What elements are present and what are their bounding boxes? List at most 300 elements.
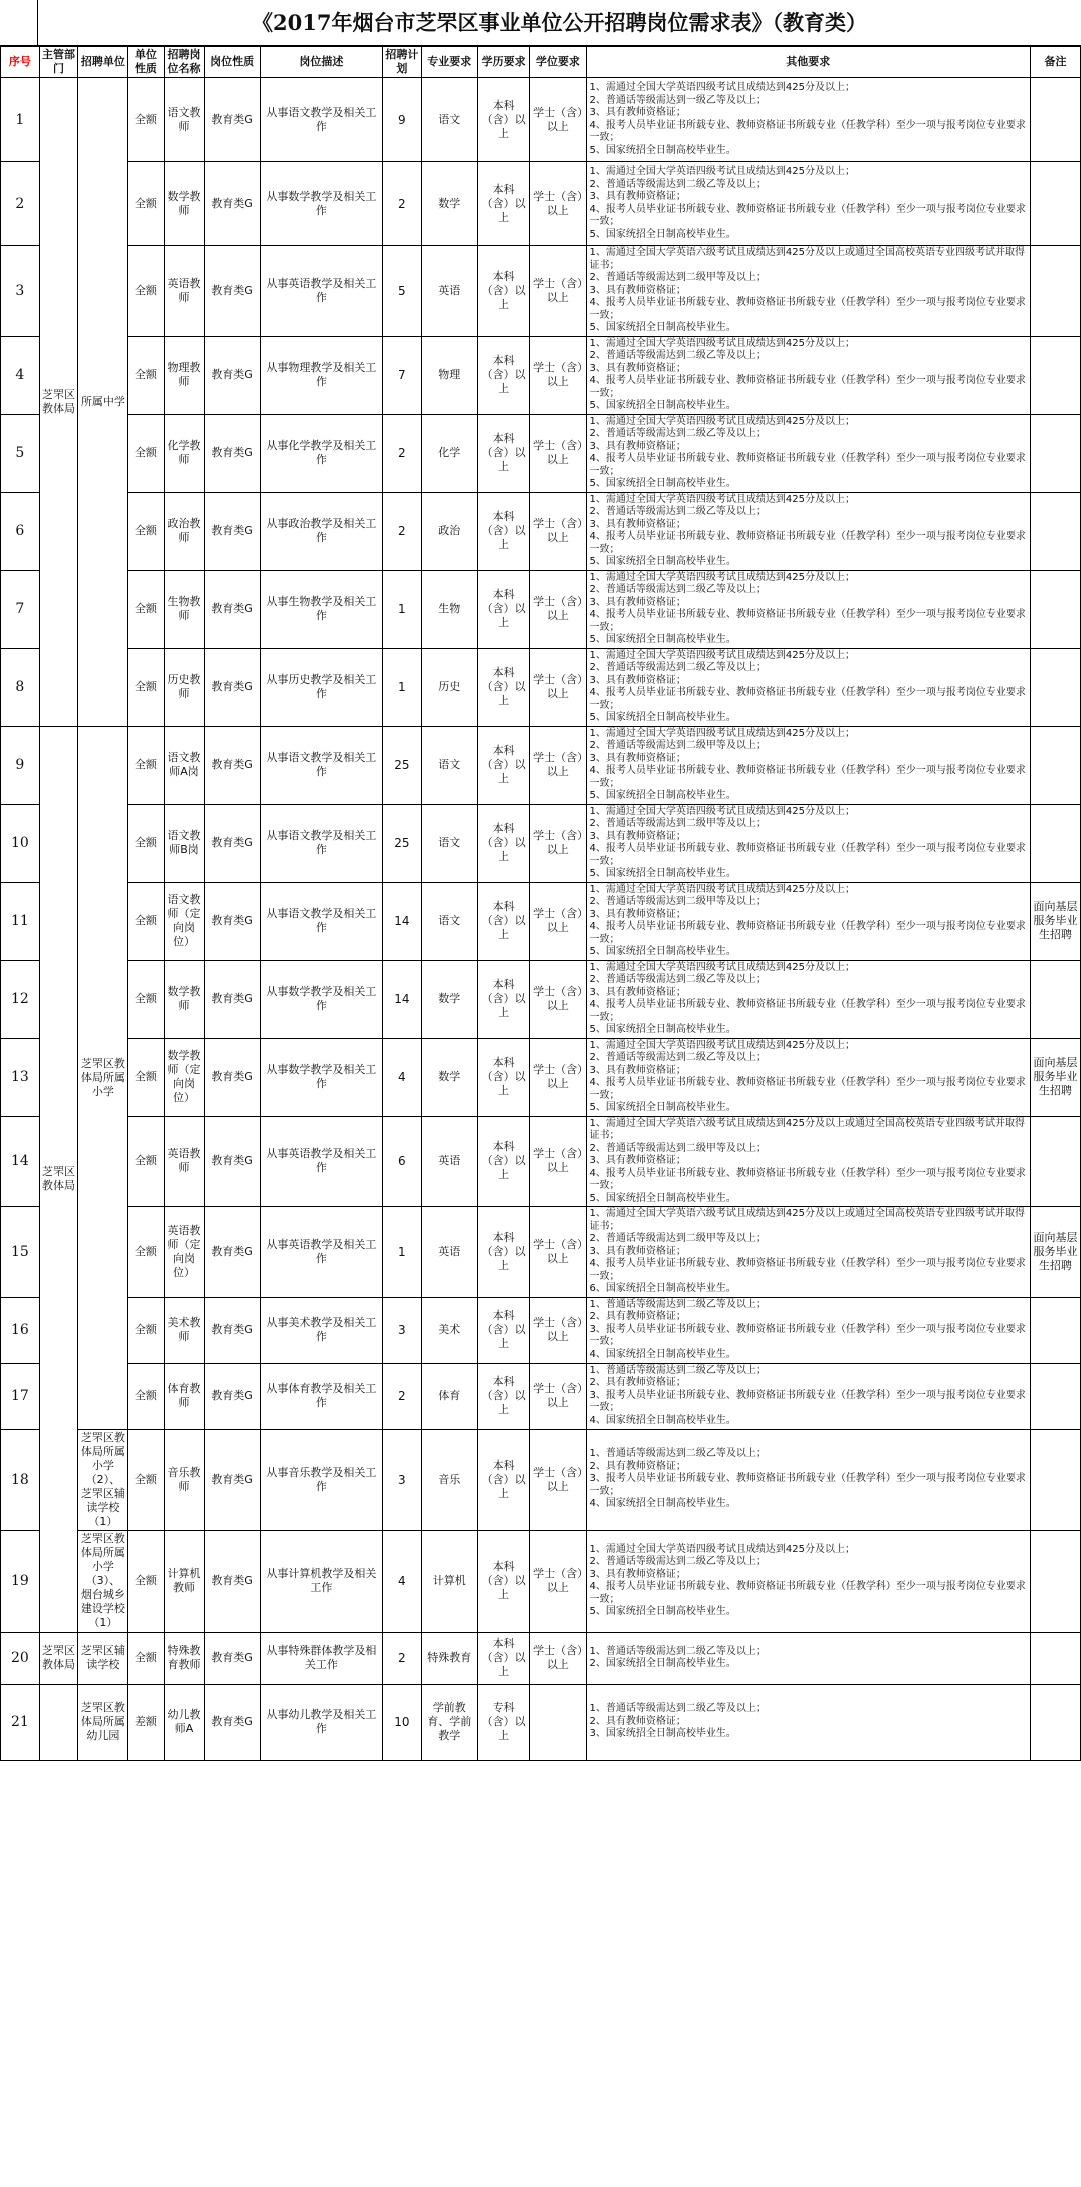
requirement-line: 5、国家统招全日制高校毕业生。 xyxy=(589,790,736,801)
title-corner-cell xyxy=(0,0,38,46)
edu-cell: 本科（含）以上 xyxy=(477,246,529,337)
requirement-line: 1、普通话等级需达到二级乙等及以上； xyxy=(589,1298,766,1310)
nature-cell: 全额 xyxy=(128,162,164,246)
degree-cell: 学士（含）以上 xyxy=(530,1297,586,1363)
other-requirements-cell xyxy=(586,1038,1030,1116)
dept-cell: 芝罘区教体局 xyxy=(39,78,78,727)
plan-cell: 4 xyxy=(383,1038,422,1116)
note-cell xyxy=(1030,492,1080,570)
edu-cell: 本科（含）以上 xyxy=(477,648,529,726)
plan-cell: 2 xyxy=(383,414,422,492)
other-requirements-cell xyxy=(586,1207,1030,1298)
requirement-line: 5、国家统招全日制高校毕业生。 xyxy=(589,556,736,567)
header-nature: 单位性质 xyxy=(128,47,164,78)
post-cell: 政治教师 xyxy=(164,492,204,570)
requirement-line: 2、普通话等级需达到二级乙等及以上； xyxy=(589,428,766,439)
note-cell: 面向基层服务毕业生招聘 xyxy=(1030,1038,1080,1116)
header-degree: 学位要求 xyxy=(530,47,586,78)
seq-cell: 1 xyxy=(1,78,40,162)
nature-cell: 全额 xyxy=(128,804,164,882)
requirement-line: 5、国家统招全日制高校毕业生。 xyxy=(589,1024,736,1035)
nature-cell: 全额 xyxy=(128,336,164,414)
type-cell: 教育类G xyxy=(204,648,260,726)
plan-cell: 2 xyxy=(383,1632,422,1684)
requirement-line: 2、普通话等级需达到二级乙等及以上； xyxy=(589,1556,766,1567)
degree-cell: 学士（含）以上 xyxy=(530,804,586,882)
requirement-line: 2、普通话等级需达到二级乙等及以上； xyxy=(589,506,766,517)
edu-cell: 本科（含）以上 xyxy=(477,1116,529,1207)
major-cell: 语文 xyxy=(421,804,477,882)
requirement-line: 3、具有教师资格证； xyxy=(589,518,686,530)
requirement-line: 5、国家统招全日制高校毕业生。 xyxy=(589,228,736,240)
desc-cell: 从事英语教学及相关工作 xyxy=(260,1207,382,1298)
requirement-line: 3、具有教师资格证； xyxy=(589,908,686,920)
note-cell xyxy=(1030,336,1080,414)
other-requirements-cell xyxy=(586,246,1030,337)
note-cell xyxy=(1030,162,1080,246)
major-cell: 特殊教育 xyxy=(421,1632,477,1684)
type-cell: 教育类G xyxy=(204,1632,260,1684)
plan-cell: 10 xyxy=(383,1684,422,1760)
other-requirements-cell xyxy=(586,1297,1030,1363)
requirement-line: 2、普通话等级需达到二级甲等及以上； xyxy=(589,818,766,829)
degree-cell: 学士（含）以上 xyxy=(530,882,586,960)
major-cell: 语文 xyxy=(421,882,477,960)
header-note: 备注 xyxy=(1030,47,1080,78)
post-cell: 语文教师B岗 xyxy=(164,804,204,882)
edu-cell: 本科（含）以上 xyxy=(477,1207,529,1298)
desc-cell: 从事语文教学及相关工作 xyxy=(260,726,382,804)
type-cell: 教育类G xyxy=(204,1116,260,1207)
seq-cell: 21 xyxy=(1,1684,40,1760)
seq-cell: 5 xyxy=(1,414,40,492)
other-requirements-cell xyxy=(586,1429,1030,1530)
desc-cell: 从事英语教学及相关工作 xyxy=(260,1116,382,1207)
post-cell: 语文教师A岗 xyxy=(164,726,204,804)
nature-cell: 全额 xyxy=(128,570,164,648)
seq-cell: 20 xyxy=(1,1632,40,1684)
desc-cell: 从事音乐教学及相关工作 xyxy=(260,1429,382,1530)
degree-cell: 学士（含）以上 xyxy=(530,726,586,804)
nature-cell: 全额 xyxy=(128,1038,164,1116)
table-row xyxy=(1,804,1081,882)
nature-cell: 全额 xyxy=(128,1116,164,1207)
requirement-line: 2、具有教师资格证； xyxy=(589,1460,686,1472)
seq-cell: 3 xyxy=(1,246,40,337)
requirement-line: 1、需通过全国大学英语四级考试且成绩达到425分及以上； xyxy=(589,82,855,93)
plan-cell: 1 xyxy=(383,648,422,726)
desc-cell: 从事数学教学及相关工作 xyxy=(260,1038,382,1116)
requirement-line: 3、具有教师资格证； xyxy=(589,440,686,452)
unit-cell: 芝罘区教体局所属小学（3）、烟台城乡建设学校（1） xyxy=(78,1530,128,1632)
table-row xyxy=(1,246,1081,337)
post-cell: 生物教师 xyxy=(164,570,204,648)
header-plan: 招聘计划 xyxy=(383,47,422,78)
requirement-line: 3、报考人员毕业证书所载专业、教师资格证书所载专业（任教学科）至少一项与报考岗位专业要求一致； xyxy=(589,1473,1026,1497)
seq-cell: 13 xyxy=(1,1038,40,1116)
major-cell: 计算机 xyxy=(421,1530,477,1632)
requirement-line: 2、普通话等级需达到二级乙等及以上； xyxy=(589,974,766,985)
requirement-line: 1、需通过全国大学英语四级考试且成绩达到425分及以上； xyxy=(589,337,855,349)
requirement-line: 1、需通过全国大学英语四级考试且成绩达到425分及以上； xyxy=(589,571,855,583)
note-cell xyxy=(1030,726,1080,804)
degree-cell: 学士（含）以上 xyxy=(530,1038,586,1116)
requirement-line: 2、普通话等级需达到二级甲等及以上； xyxy=(589,1233,766,1244)
requirement-line: 4、报考人员毕业证书所载专业、教师资格证书所载专业（任教学科）至少一项与报考岗位专业要求一致； xyxy=(589,453,1026,477)
note-cell xyxy=(1030,1429,1080,1530)
desc-cell: 从事特殊群体教学及相关工作 xyxy=(260,1632,382,1684)
requirement-line: 4、国家统招全日制高校毕业生。 xyxy=(589,1414,736,1426)
nature-cell: 全额 xyxy=(128,1297,164,1363)
nature-cell: 全额 xyxy=(128,726,164,804)
note-cell xyxy=(1030,960,1080,1038)
type-cell: 教育类G xyxy=(204,1429,260,1530)
type-cell: 教育类G xyxy=(204,1297,260,1363)
requirement-line: 1、普通话等级需达到二级乙等及以上； xyxy=(589,1448,766,1460)
requirement-line: 2、具有教师资格证； xyxy=(589,1311,686,1323)
requirement-line: 1、需通过全国大学英语四级考试且成绩达到425分及以上； xyxy=(589,649,855,661)
requirement-line: 2、国家统招全日制高校毕业生。 xyxy=(589,1658,736,1669)
major-cell: 数学 xyxy=(421,960,477,1038)
degree-cell: 学士（含）以上 xyxy=(530,1429,586,1530)
note-cell: 面向基层服务毕业生招聘 xyxy=(1030,882,1080,960)
major-cell: 语文 xyxy=(421,726,477,804)
plan-cell: 14 xyxy=(383,960,422,1038)
note-cell xyxy=(1030,1684,1080,1760)
type-cell: 教育类G xyxy=(204,492,260,570)
requirement-line: 1、需通过全国大学英语四级考试且成绩达到425分及以上； xyxy=(589,166,855,177)
seq-cell: 7 xyxy=(1,570,40,648)
table-row xyxy=(1,336,1081,414)
post-cell: 语文教师 xyxy=(164,78,204,162)
edu-cell: 本科（含）以上 xyxy=(477,1297,529,1363)
table-row xyxy=(1,414,1081,492)
requirement-line: 4、报考人员毕业证书所载专业、教师资格证书所载专业（任教学科）至少一项与报考岗位专业要求一致； xyxy=(589,1258,1026,1282)
note-cell xyxy=(1030,1116,1080,1207)
other-requirements-cell xyxy=(586,336,1030,414)
requirement-line: 5、国家统招全日制高校毕业生。 xyxy=(589,322,736,333)
edu-cell: 本科（含）以上 xyxy=(477,882,529,960)
major-cell: 音乐 xyxy=(421,1429,477,1530)
nature-cell: 全额 xyxy=(128,414,164,492)
header-major: 专业要求 xyxy=(421,47,477,78)
major-cell: 数学 xyxy=(421,162,477,246)
table-row xyxy=(1,1297,1081,1363)
note-cell xyxy=(1030,804,1080,882)
unit-cell: 芝罘区辅读学校 xyxy=(78,1632,128,1684)
requirement-line: 4、报考人员毕业证书所载专业、教师资格证书所载专业（任教学科）至少一项与报考岗位专业要求一致； xyxy=(589,1581,1026,1605)
degree-cell: 学士（含）以上 xyxy=(530,492,586,570)
requirement-line: 2、具有教师资格证； xyxy=(589,1377,686,1389)
major-cell: 数学 xyxy=(421,1038,477,1116)
nature-cell: 全额 xyxy=(128,78,164,162)
note-cell xyxy=(1030,78,1080,162)
requirement-line: 4、报考人员毕业证书所载专业、教师资格证书所载专业（任教学科）至少一项与报考岗位专业要求一致； xyxy=(589,843,1026,867)
other-requirements-cell xyxy=(586,1116,1030,1207)
plan-cell: 3 xyxy=(383,1429,422,1530)
desc-cell: 从事物理教学及相关工作 xyxy=(260,336,382,414)
other-requirements-cell xyxy=(586,726,1030,804)
other-requirements-cell xyxy=(586,414,1030,492)
other-requirements-cell xyxy=(586,1363,1030,1429)
table-row xyxy=(1,726,1081,804)
requirement-line: 6、国家统招全日制高校毕业生。 xyxy=(589,1283,736,1294)
plan-cell: 6 xyxy=(383,1116,422,1207)
requirement-line: 1、需通过全国大学英语六级考试且成绩达到425分及以上或通过全国高校英语专业四级考试并取得证书； xyxy=(589,1208,1025,1232)
seq-cell: 16 xyxy=(1,1297,40,1363)
table-row xyxy=(1,1363,1081,1429)
post-cell: 计算机教师 xyxy=(164,1530,204,1632)
edu-cell: 本科（含）以上 xyxy=(477,492,529,570)
degree-cell: 学士（含）以上 xyxy=(530,1116,586,1207)
requirement-line: 2、普通话等级需达到二级乙等及以上； xyxy=(589,178,766,190)
other-requirements-cell xyxy=(586,162,1030,246)
desc-cell: 从事化学教学及相关工作 xyxy=(260,414,382,492)
requirement-line: 3、具有教师资格证； xyxy=(589,107,686,118)
requirement-line: 4、国家统招全日制高校毕业生。 xyxy=(589,1348,736,1360)
post-cell: 体育教师 xyxy=(164,1363,204,1429)
seq-cell: 17 xyxy=(1,1363,40,1429)
other-requirements-cell xyxy=(586,1632,1030,1684)
other-requirements-cell xyxy=(586,492,1030,570)
degree-cell: 学士（含）以上 xyxy=(530,336,586,414)
unit-cell: 芝罘区教体局所属小学 xyxy=(78,726,128,1429)
edu-cell: 本科（含）以上 xyxy=(477,960,529,1038)
requirement-line: 1、需通过全国大学英语四级考试且成绩达到425分及以上； xyxy=(589,805,855,817)
desc-cell: 从事语文教学及相关工作 xyxy=(260,804,382,882)
plan-cell: 25 xyxy=(383,726,422,804)
seq-cell: 14 xyxy=(1,1116,40,1207)
type-cell: 教育类G xyxy=(204,570,260,648)
header-desc: 岗位描述 xyxy=(260,47,382,78)
dept-cell: 芝罘区教体局 xyxy=(39,1632,78,1684)
major-cell: 学前教育、学前教学 xyxy=(421,1684,477,1760)
requirement-line: 1、普通话等级需达到二级乙等及以上； xyxy=(589,1364,766,1376)
desc-cell: 从事数学教学及相关工作 xyxy=(260,960,382,1038)
requirement-line: 3、具有教师资格证； xyxy=(589,1155,686,1166)
desc-cell: 从事数学教学及相关工作 xyxy=(260,162,382,246)
degree-cell: 学士（含）以上 xyxy=(530,246,586,337)
other-requirements-cell xyxy=(586,648,1030,726)
degree-cell: 学士（含）以上 xyxy=(530,1207,586,1298)
requirement-line: 2、普通话等级需达到二级乙等及以上； xyxy=(589,584,766,595)
nature-cell: 差额 xyxy=(128,1684,164,1760)
type-cell: 教育类G xyxy=(204,162,260,246)
other-requirements-cell xyxy=(586,882,1030,960)
requirement-line: 3、报考人员毕业证书所载专业、教师资格证书所载专业（任教学科）至少一项与报考岗位专业要求一致； xyxy=(589,1323,1026,1348)
requirement-line: 4、国家统招全日制高校毕业生。 xyxy=(589,1498,736,1510)
plan-cell: 1 xyxy=(383,1207,422,1298)
degree-cell: 学士（含）以上 xyxy=(530,648,586,726)
plan-cell: 2 xyxy=(383,1363,422,1429)
requirement-line: 4、报考人员毕业证书所载专业、教师资格证书所载专业（任教学科）至少一项与报考岗位专业要求一致； xyxy=(589,765,1026,789)
type-cell: 教育类G xyxy=(204,336,260,414)
header-other: 其他要求 xyxy=(586,47,1030,78)
plan-cell: 14 xyxy=(383,882,422,960)
major-cell: 生物 xyxy=(421,570,477,648)
requirement-line: 1、需通过全国大学英语四级考试且成绩达到425分及以上； xyxy=(589,883,855,895)
requirement-line: 3、具有教师资格证； xyxy=(589,674,686,686)
edu-cell: 本科（含）以上 xyxy=(477,804,529,882)
post-cell: 幼儿教师A xyxy=(164,1684,204,1760)
edu-cell: 本科（含）以上 xyxy=(477,570,529,648)
edu-cell: 本科（含）以上 xyxy=(477,1429,529,1530)
requirement-line: 4、报考人员毕业证书所载专业、教师资格证书所载专业（任教学科）至少一项与报考岗位专业要求一致； xyxy=(589,687,1026,711)
unit-cell: 芝罘区教体局所属小学（2）、芝罘区辅读学校（1） xyxy=(78,1429,128,1530)
requirement-line: 4、报考人员毕业证书所载专业、教师资格证书所载专业（任教学科）至少一项与报考岗位专业要求一致； xyxy=(589,119,1026,143)
requirement-line: 2、普通话等级需达到二级乙等及以上； xyxy=(589,662,766,673)
requirement-line: 4、报考人员毕业证书所载专业、教师资格证书所载专业（任教学科）至少一项与报考岗位专业要求一致； xyxy=(589,375,1026,399)
requirement-line: 3、国家统招全日制高校毕业生。 xyxy=(589,1728,736,1740)
other-requirements-cell xyxy=(586,804,1030,882)
plan-cell: 25 xyxy=(383,804,422,882)
major-cell: 化学 xyxy=(421,414,477,492)
requirement-line: 2、普通话等级需达到二级乙等及以上； xyxy=(589,1052,766,1063)
requirement-line: 4、报考人员毕业证书所载专业、教师资格证书所载专业（任教学科）至少一项与报考岗位专业要求一致； xyxy=(589,203,1026,227)
requirement-line: 1、需通过全国大学英语四级考试且成绩达到425分及以上； xyxy=(589,1039,855,1051)
major-cell: 物理 xyxy=(421,336,477,414)
degree-cell: 学士（含）以上 xyxy=(530,414,586,492)
type-cell: 教育类G xyxy=(204,78,260,162)
desc-cell: 从事幼儿教学及相关工作 xyxy=(260,1684,382,1760)
other-requirements-cell xyxy=(586,78,1030,162)
nature-cell: 全额 xyxy=(128,1530,164,1632)
requirement-line: 5、国家统招全日制高校毕业生。 xyxy=(589,1606,736,1617)
type-cell: 教育类G xyxy=(204,1038,260,1116)
nature-cell: 全额 xyxy=(128,246,164,337)
edu-cell: 本科（含）以上 xyxy=(477,162,529,246)
requirement-line: 2、普通话等级需达到二级甲等及以上； xyxy=(589,1142,766,1154)
requirement-line: 5、国家统招全日制高校毕业生。 xyxy=(589,946,736,957)
major-cell: 政治 xyxy=(421,492,477,570)
seq-cell: 18 xyxy=(1,1429,40,1530)
post-cell: 数学教师 xyxy=(164,960,204,1038)
requirement-line: 4、报考人员毕业证书所载专业、教师资格证书所载专业（任教学科）至少一项与报考岗位专业要求一致； xyxy=(589,609,1026,633)
edu-cell: 本科（含）以上 xyxy=(477,1363,529,1429)
degree-cell: 学士（含）以上 xyxy=(530,162,586,246)
plan-cell: 1 xyxy=(383,570,422,648)
edu-cell: 本科（含）以上 xyxy=(477,726,529,804)
table-row xyxy=(1,78,1081,162)
nature-cell: 全额 xyxy=(128,960,164,1038)
requirement-line: 2、普通话等级需达到二级甲等及以上； xyxy=(589,896,766,907)
type-cell: 教育类G xyxy=(204,1684,260,1760)
table-row xyxy=(1,570,1081,648)
header-seq: 序号 xyxy=(1,47,40,78)
requirement-line: 3、具有教师资格证； xyxy=(589,191,686,202)
requirement-line: 5、国家统招全日制高校毕业生。 xyxy=(589,1192,736,1204)
degree-cell: 学士（含）以上 xyxy=(530,1363,586,1429)
type-cell: 教育类G xyxy=(204,960,260,1038)
table-row xyxy=(1,1684,1081,1760)
edu-cell: 本科（含）以上 xyxy=(477,336,529,414)
degree-cell: 学士（含）以上 xyxy=(530,960,586,1038)
post-cell: 数学教师 xyxy=(164,162,204,246)
requirement-line: 5、国家统招全日制高校毕业生。 xyxy=(589,634,736,645)
note-cell xyxy=(1030,1297,1080,1363)
requirement-line: 3、具有教师资格证； xyxy=(589,362,686,374)
type-cell: 教育类G xyxy=(204,1363,260,1429)
requirement-line: 2、普通话等级需达到二级乙等及以上； xyxy=(589,350,766,361)
dept-cell xyxy=(39,1684,78,1760)
plan-cell: 2 xyxy=(383,492,422,570)
requirement-line: 5、国家统招全日制高校毕业生。 xyxy=(589,1102,736,1113)
post-cell: 物理教师 xyxy=(164,336,204,414)
requirement-line: 2、普通话等级需达到二级甲等及以上； xyxy=(589,272,766,283)
edu-cell: 本科（含）以上 xyxy=(477,1038,529,1116)
nature-cell: 全额 xyxy=(128,1632,164,1684)
table-row xyxy=(1,1530,1081,1632)
seq-cell: 10 xyxy=(1,804,40,882)
other-requirements-cell xyxy=(586,1684,1030,1760)
recruitment-table xyxy=(0,46,1081,1761)
nature-cell: 全额 xyxy=(128,882,164,960)
table-row xyxy=(1,648,1081,726)
seq-cell: 2 xyxy=(1,162,40,246)
requirement-line: 5、国家统招全日制高校毕业生。 xyxy=(589,400,736,411)
requirement-line: 3、具有教师资格证； xyxy=(589,1568,686,1580)
table-row xyxy=(1,882,1081,960)
requirement-line: 3、具有教师资格证； xyxy=(589,1245,686,1257)
desc-cell: 从事政治教学及相关工作 xyxy=(260,492,382,570)
major-cell: 语文 xyxy=(421,78,477,162)
table-row xyxy=(1,162,1081,246)
requirement-line: 3、具有教师资格证； xyxy=(589,830,686,842)
seq-cell: 11 xyxy=(1,882,40,960)
desc-cell: 从事生物教学及相关工作 xyxy=(260,570,382,648)
header-unit: 招聘单位 xyxy=(78,47,128,78)
requirement-line: 5、国家统招全日制高校毕业生。 xyxy=(589,144,736,156)
requirement-line: 1、需通过全国大学英语六级考试且成绩达到425分及以上或通过全国高校英语专业四级考试并取得证书； xyxy=(589,1117,1025,1141)
table-row xyxy=(1,492,1081,570)
requirement-line: 4、报考人员毕业证书所载专业、教师资格证书所载专业（任教学科）至少一项与报考岗位专业要求一致； xyxy=(589,1167,1026,1191)
desc-cell: 从事语文教学及相关工作 xyxy=(260,78,382,162)
note-cell xyxy=(1030,1632,1080,1684)
degree-cell xyxy=(530,1684,586,1760)
note-cell xyxy=(1030,246,1080,337)
note-cell xyxy=(1030,570,1080,648)
table-row xyxy=(1,1632,1081,1684)
note-cell: 面向基层服务毕业生招聘 xyxy=(1030,1207,1080,1298)
major-cell: 美术 xyxy=(421,1297,477,1363)
requirement-line: 1、需通过全国大学英语六级考试且成绩达到425分及以上或通过全国高校英语专业四级考试并取得证书； xyxy=(589,247,1025,271)
other-requirements-cell xyxy=(586,570,1030,648)
note-cell xyxy=(1030,648,1080,726)
requirement-line: 4、报考人员毕业证书所载专业、教师资格证书所载专业（任教学科）至少一项与报考岗位专业要求一致； xyxy=(589,921,1026,945)
plan-cell: 2 xyxy=(383,162,422,246)
post-cell: 化学教师 xyxy=(164,414,204,492)
nature-cell: 全额 xyxy=(128,1429,164,1530)
type-cell: 教育类G xyxy=(204,804,260,882)
requirement-line: 1、需通过全国大学英语四级考试且成绩达到425分及以上； xyxy=(589,415,855,427)
major-cell: 体育 xyxy=(421,1363,477,1429)
requirement-line: 1、需通过全国大学英语四级考试且成绩达到425分及以上； xyxy=(589,1543,855,1555)
requirement-line: 3、具有教师资格证； xyxy=(589,752,686,764)
edu-cell: 本科（含）以上 xyxy=(477,78,529,162)
requirement-line: 5、国家统招全日制高校毕业生。 xyxy=(589,478,736,489)
degree-cell: 学士（含）以上 xyxy=(530,78,586,162)
desc-cell: 从事计算机教学及相关工作 xyxy=(260,1530,382,1632)
requirement-line: 2、具有教师资格证； xyxy=(589,1715,686,1727)
type-cell: 教育类G xyxy=(204,882,260,960)
requirement-line: 2、普通话等级需达到二级甲等及以上； xyxy=(589,740,766,751)
nature-cell: 全额 xyxy=(128,648,164,726)
desc-cell: 从事英语教学及相关工作 xyxy=(260,246,382,337)
nature-cell: 全额 xyxy=(128,1207,164,1298)
major-cell: 英语 xyxy=(421,246,477,337)
requirement-line: 5、国家统招全日制高校毕业生。 xyxy=(589,712,736,723)
table-row xyxy=(1,1429,1081,1530)
